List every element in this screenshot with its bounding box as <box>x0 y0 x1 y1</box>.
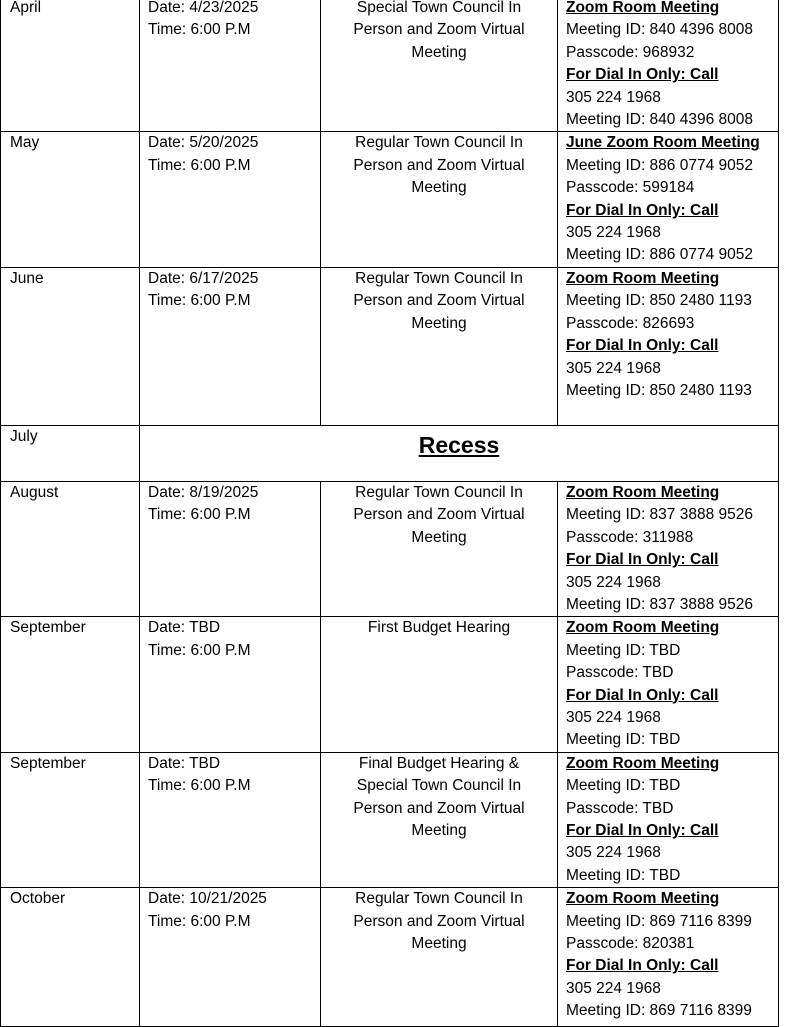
description-cell <box>321 267 558 425</box>
dial-in-heading: For Dial In Only: Call <box>566 686 719 704</box>
description-line: Meeting <box>411 314 467 332</box>
description-line: First Budget Hearing <box>367 619 511 637</box>
dial-in-heading: For Dial In Only: Call <box>566 551 719 569</box>
dial-in-heading: For Dial In Only: Call <box>566 337 719 355</box>
zoom-meeting-id: Meeting ID: 837 3888 9526 <box>566 506 753 524</box>
description-line: Person and Zoom Virtual <box>353 799 525 817</box>
dial-in-meeting-id: Meeting ID: 837 3888 9526 <box>566 595 753 613</box>
zoom-heading: Zoom Room Meeting <box>566 890 720 908</box>
dial-in-phone: 305 224 1968 <box>566 359 661 377</box>
date-cell <box>140 888 321 1027</box>
month-cell: August <box>1 481 140 616</box>
description-cell <box>321 0 558 132</box>
zoom-heading: June Zoom Room Meeting <box>566 134 760 152</box>
zoom-passcode: Passcode: 311988 <box>566 528 694 546</box>
meeting-time: Time: 6:00 P.M <box>148 641 251 659</box>
zoom-meeting-id: Meeting ID: 840 4396 8008 <box>566 21 753 39</box>
zoom-meeting-id: Meeting ID: 850 2480 1193 <box>566 292 752 310</box>
dial-in-heading: For Dial In Only: Call <box>566 821 719 839</box>
date-cell <box>140 132 321 267</box>
date-cell <box>140 0 321 132</box>
meeting-time: Time: 6:00 P.M <box>148 777 251 795</box>
zoom-heading: Zoom Room Meeting <box>566 0 720 16</box>
meeting-date: Date: 8/19/2025 <box>148 483 259 501</box>
zoom-passcode: Passcode: 820381 <box>566 935 695 952</box>
description-cell <box>321 752 558 887</box>
meeting-date: Date: 5/20/2025 <box>148 134 259 152</box>
dial-in-meeting-id: Meeting ID: 850 2480 1193 <box>566 381 752 399</box>
table-row <box>1 481 779 616</box>
meeting-time: Time: 6:00 P.M <box>148 156 251 174</box>
dial-in-phone: 305 224 1968 <box>566 573 661 591</box>
description-line: Meeting <box>411 43 467 61</box>
description-line: Regular Town Council In <box>355 134 523 152</box>
dial-in-phone: 305 224 1968 <box>566 708 661 726</box>
meeting-date: Date: TBD <box>148 619 221 637</box>
zoom-passcode: Passcode: 968932 <box>566 43 695 61</box>
table-row <box>1 617 779 752</box>
description-line: Person and Zoom Virtual <box>353 156 525 174</box>
zoom-meeting-id: Meeting ID: 886 0774 9052 <box>566 156 753 174</box>
zoom-meeting-id: Meeting ID: 869 7116 8399 <box>566 912 752 930</box>
zoom-passcode: Passcode: 599184 <box>566 179 695 197</box>
month-cell: September <box>1 617 140 752</box>
month-cell: June <box>1 267 140 425</box>
month-cell: July <box>1 425 140 481</box>
table-row <box>1 425 779 481</box>
zoom-cell <box>558 617 779 752</box>
meeting-date: Date: 4/23/2025 <box>148 0 259 16</box>
dial-in-heading: For Dial In Only: Call <box>566 66 719 84</box>
description-cell <box>321 888 558 1027</box>
description-cell <box>321 617 558 752</box>
date-cell <box>140 617 321 752</box>
description-line: Meeting <box>411 528 467 546</box>
recess-label: Recess <box>140 425 779 481</box>
zoom-meeting-id: Meeting ID: TBD <box>566 777 681 795</box>
dial-in-phone: 305 224 1968 <box>566 224 661 242</box>
zoom-cell <box>558 267 779 425</box>
dial-in-phone: 305 224 1968 <box>566 88 661 106</box>
table-row <box>1 888 779 1027</box>
description-line: Meeting <box>411 179 467 197</box>
description-line: Person and Zoom Virtual <box>353 912 525 930</box>
zoom-heading: Zoom Room Meeting <box>566 754 720 772</box>
zoom-cell <box>558 752 779 887</box>
dial-in-phone: 305 224 1968 <box>566 979 661 997</box>
date-cell <box>140 481 321 616</box>
description-line: Meeting <box>411 821 467 839</box>
zoom-heading: Zoom Room Meeting <box>566 619 720 637</box>
month-cell: September <box>1 752 140 887</box>
description-line: Final Budget Hearing & <box>358 754 520 772</box>
zoom-passcode: Passcode: TBD <box>566 664 674 682</box>
meeting-date: Date: 10/21/2025 <box>148 890 267 908</box>
zoom-passcode: Passcode: 826693 <box>566 314 695 332</box>
dial-in-meeting-id: Meeting ID: 840 4396 8008 <box>566 111 753 129</box>
dial-in-meeting-id: Meeting ID: TBD <box>566 731 681 749</box>
meeting-time: Time: 6:00 P.M <box>148 21 251 39</box>
description-cell <box>321 481 558 616</box>
zoom-passcode: Passcode: TBD <box>566 799 674 817</box>
description-line: Special Town Council In <box>356 0 522 16</box>
dial-in-meeting-id: Meeting ID: TBD <box>566 866 681 884</box>
zoom-cell <box>558 888 779 1027</box>
zoom-heading: Zoom Room Meeting <box>566 269 720 287</box>
description-line: Meeting <box>411 935 467 952</box>
zoom-cell <box>558 481 779 616</box>
month-cell: October <box>1 888 140 1027</box>
table-row <box>1 267 779 425</box>
meeting-date: Date: TBD <box>148 754 221 772</box>
description-line: Regular Town Council In <box>355 483 523 501</box>
month-cell: April <box>1 0 140 132</box>
table-row <box>1 132 779 267</box>
dial-in-meeting-id: Meeting ID: 886 0774 9052 <box>566 246 753 264</box>
zoom-cell <box>558 0 779 132</box>
description-cell <box>321 132 558 267</box>
description-line: Regular Town Council In <box>355 890 523 908</box>
description-line: Person and Zoom Virtual <box>353 506 525 524</box>
dial-in-meeting-id: Meeting ID: 869 7116 8399 <box>566 1002 752 1020</box>
zoom-cell <box>558 132 779 267</box>
meeting-date: Date: 6/17/2025 <box>148 269 259 287</box>
month-cell: May <box>1 132 140 267</box>
dial-in-phone: 305 224 1968 <box>566 844 661 862</box>
date-cell <box>140 267 321 425</box>
table-row <box>1 0 779 132</box>
zoom-meeting-id: Meeting ID: TBD <box>566 641 681 659</box>
description-line: Special Town Council In <box>356 777 522 795</box>
table-row <box>1 752 779 887</box>
meeting-time: Time: 6:00 P.M <box>148 912 251 930</box>
description-line: Person and Zoom Virtual <box>353 21 525 39</box>
description-line: Regular Town Council In <box>355 269 523 287</box>
zoom-heading: Zoom Room Meeting <box>566 483 720 501</box>
description-line: Person and Zoom Virtual <box>353 292 525 310</box>
meeting-time: Time: 6:00 P.M <box>148 506 251 524</box>
dial-in-heading: For Dial In Only: Call <box>566 957 719 975</box>
dial-in-heading: For Dial In Only: Call <box>566 201 719 219</box>
meeting-time: Time: 6:00 P.M <box>148 292 251 310</box>
date-cell <box>140 752 321 887</box>
